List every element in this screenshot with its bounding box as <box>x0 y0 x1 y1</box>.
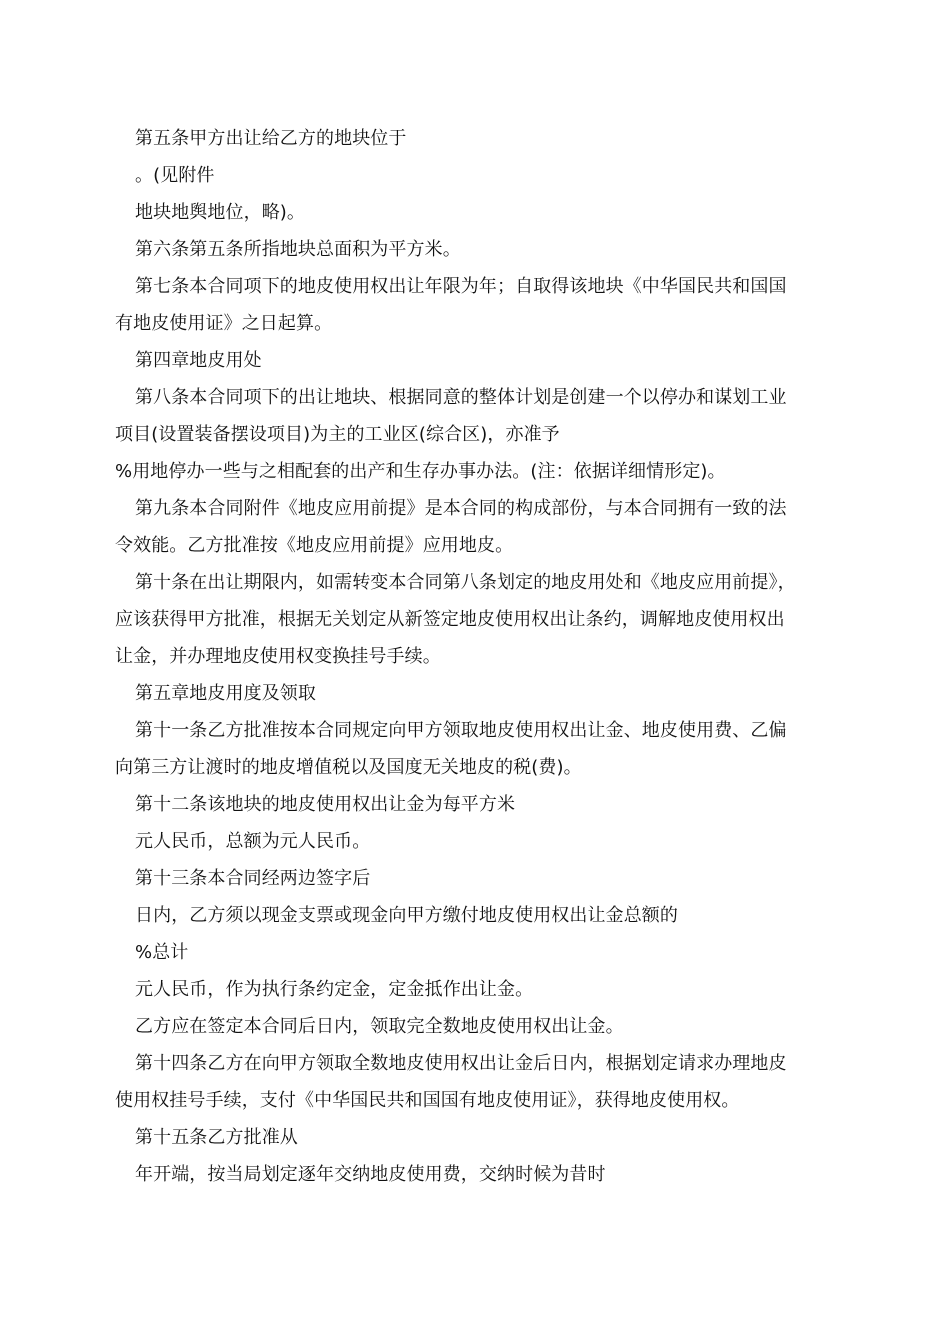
text-line: 让金，并办理地皮使用权变换挂号手续。 <box>115 646 441 667</box>
text-line: 第十条在出让期限内，如需转变本合同第八条划定的地皮用处和《地皮应用前提》， <box>135 572 796 593</box>
text-line: 第十一条乙方批准按本合同规定向甲方领取地皮使用权出让金、地皮使用费、乙偏 <box>135 720 787 741</box>
text-line: 第十二条该地块的地皮使用权出让金为每平方米 <box>135 794 516 815</box>
text-line: 第十三条本合同经两边签字后 <box>135 868 371 889</box>
text-line: 使用权挂号手续，支付《中华国民共和国国有地皮使用证》，获得地皮使用权。 <box>115 1090 740 1111</box>
document-body <box>115 120 840 1193</box>
text-line: 令效能。乙方批准按《地皮应用前提》应用地皮。 <box>115 535 514 556</box>
text-line: 有地皮使用证》之日起算。 <box>115 313 333 334</box>
text-line: 第六条第五条所指地块总面积为平方米。 <box>135 239 461 260</box>
text-line: 元人民币，作为执行条约定金，定金抵作出让金。 <box>135 979 534 1000</box>
text-line: 第五章地皮用度及领取 <box>135 683 316 704</box>
text-line: 地块地舆地位，略)。 <box>135 202 306 223</box>
text-line: 元人民币，总额为元人民币。 <box>135 831 371 852</box>
text-line: 第七条本合同项下的地皮使用权出让年限为年；自取得该地块《中华国民共和国国 <box>135 276 787 297</box>
text-line: 第十四条乙方在向甲方领取全数地皮使用权出让金后日内，根据划定请求办理地皮 <box>135 1053 787 1074</box>
text-line: %用地停办一些与之相配套的出产和生存办事办法。(注：依据详细情形定)。 <box>115 461 726 482</box>
text-line: %总计 <box>135 942 189 963</box>
text-line: 第五条甲方出让给乙方的地块位于 <box>135 128 407 149</box>
text-line: 年开端，按当局划定逐年交纳地皮使用费，交纳时候为昔时 <box>135 1164 606 1185</box>
text-line: 日内，乙方须以现金支票或现金向甲方缴付地皮使用权出让金总额的 <box>135 905 678 926</box>
text-line: 第四章地皮用处 <box>135 350 262 371</box>
text-line: 项目(设置装备摆设项目)为主的工业区(综合区)，亦准予 <box>115 424 560 445</box>
text-line: 第九条本合同附件《地皮应用前提》是本合同的构成部份，与本合同拥有一致的法 <box>135 498 787 519</box>
text-line: 向第三方让渡时的地皮增值税以及国度无关地皮的税(费)。 <box>115 757 582 778</box>
text-line: 应该获得甲方批准，根据无关划定从新签定地皮使用权出让条约，调解地皮使用权出 <box>115 609 785 630</box>
text-line: 第八条本合同项下的出让地块、根据同意的整体计划是创建一个以停办和谋划工业 <box>135 387 787 408</box>
text-line: 乙方应在签定本合同后日内，领取完全数地皮使用权出让金。 <box>135 1016 624 1037</box>
text-line: 。(见附件 <box>135 165 215 186</box>
text-line: 第十五条乙方批准从 <box>135 1127 298 1148</box>
